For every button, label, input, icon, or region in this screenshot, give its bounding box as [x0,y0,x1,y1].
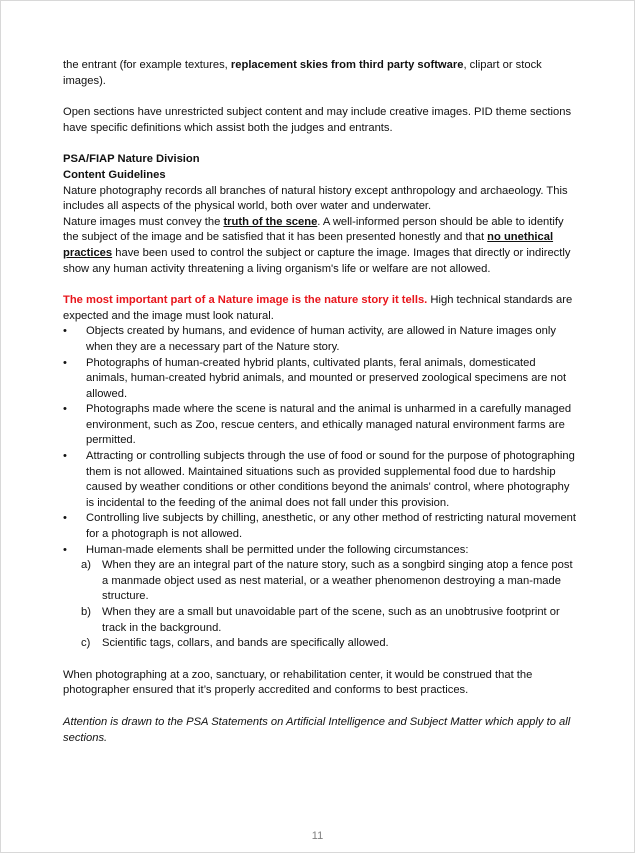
section-heading [63,152,578,168]
subsection-heading [63,168,578,184]
underlined-phrase: no unethical practices [63,231,554,259]
sub-list-marker: b) [81,606,91,618]
list-item [63,324,578,355]
sub-list [81,558,578,652]
sub-list-item [81,636,578,652]
sub-list-item [81,558,578,605]
bullet-icon: • [63,543,67,556]
list-item [63,449,578,511]
bullet-icon: • [63,325,67,338]
bullet-icon: • [63,356,67,369]
paragraph-entrant [63,58,578,89]
paragraph-text: have been used to control the subject or capture the image. Images that directly or indirectly show any human activity threatening a living organism's life or welfare are not allowed. [63,246,571,275]
red-emphasis: The most important part of a Nature image is the nature story it tells. [63,294,428,307]
paragraph-text: Nature images must convey the [63,215,224,228]
bullet-icon: • [63,403,67,416]
sub-list-text: Scientific tags, collars, and bands are specifically allowed. [102,637,389,650]
sub-list-text: When they are an integral part of the nature story, such as a songbird singing atop a fence post a manmade object used as nest material, or a weather phenomenon destroying a man-made structure. [102,559,573,603]
sub-list-text: When they are a small but unavoidable part of the scene, such as an unobtrusive footprint or track in the background. [102,606,560,634]
paragraph-text: , clipart or stock images). [63,59,542,87]
bullet-icon: • [63,512,67,525]
sub-list-marker: a) [81,559,91,572]
guideline-list [63,324,578,558]
list-item [63,356,578,403]
list-item-text: Controlling live subjects by chilling, anesthetic, or any other method of restricting natural movement for a photograph is not allowed. [86,512,577,541]
heading-nature-division: PSA/FIAP Nature Division [63,153,200,166]
paragraph-zoo: When photographing at a zoo, sanctuary, or rehabilitation center, it would be construed that the photographer ensured that it’s properly accredited and conforms to best practices. [63,668,533,697]
page-number: 11 [311,830,324,842]
list-item [63,543,578,559]
list-item [63,511,578,542]
bullet-icon: • [63,450,67,463]
list-item-text: Photographs made where the scene is natural and the animal is unharmed in a carefully managed environment, such as Zoo, rescue centers, and ethically managed natural environment farms are permitted. [86,403,572,447]
list-item-text: Attracting or controlling subjects through the use of food or sound for the purpose of photographing them is not allowed. Maintained situations such as provided supplemental food due to hardship caused by weather conditions or other conditions beyond the animals' control, where photography is incidental to the feeding of the animal does not fall under this provision. [86,450,575,509]
sub-list-item [81,605,578,636]
paragraph-open-sections: Open sections have unrestricted subject content and may include creative images. PID theme sections have specific definitions which assist both the judges and entrants. [63,106,572,134]
paragraph-nature-truth [63,215,578,277]
underlined-phrase: truth of the scene [223,215,318,228]
list-item-text: Photographs of human-created hybrid plants, cultivated plants, feral animals, domesticated animals, human-created hybrid animals, and mounted or preserved zoological specimens are not allowed. [86,356,567,400]
paragraph-text: the entrant (for example textures, [63,59,231,71]
page-content [63,58,578,746]
paragraph-attention: Attention is drawn to the PSA Statements on Artificial Intelligence and Subject Matter which apply to all sections. [63,715,571,744]
bold-phrase: replacement skies from third party software [230,59,464,71]
paragraph-nature-story [63,293,578,324]
heading-content-guidelines: Content Guidelines [63,168,166,181]
list-item [63,402,578,449]
paragraph-nature-definition: Nature photography records all branches of natural history except anthropology and archaeology. This includes all aspects of the physical world, both over water and underwater. [63,184,568,213]
list-item-text: Human-made elements shall be permitted under the following circumstances: [86,543,469,556]
sub-list-marker: c) [81,637,91,650]
list-item-text: Objects created by humans, and evidence of human activity, are allowed in Nature images only when they are a necessary part of the Nature story. [86,325,556,353]
paragraph-text: High technical standards are expected and the image must look natural. [63,294,573,322]
paragraph-text: . A well-informed person should be able to identify the subject of the image and be satisfied that it has been presented honestly and that [63,215,564,244]
